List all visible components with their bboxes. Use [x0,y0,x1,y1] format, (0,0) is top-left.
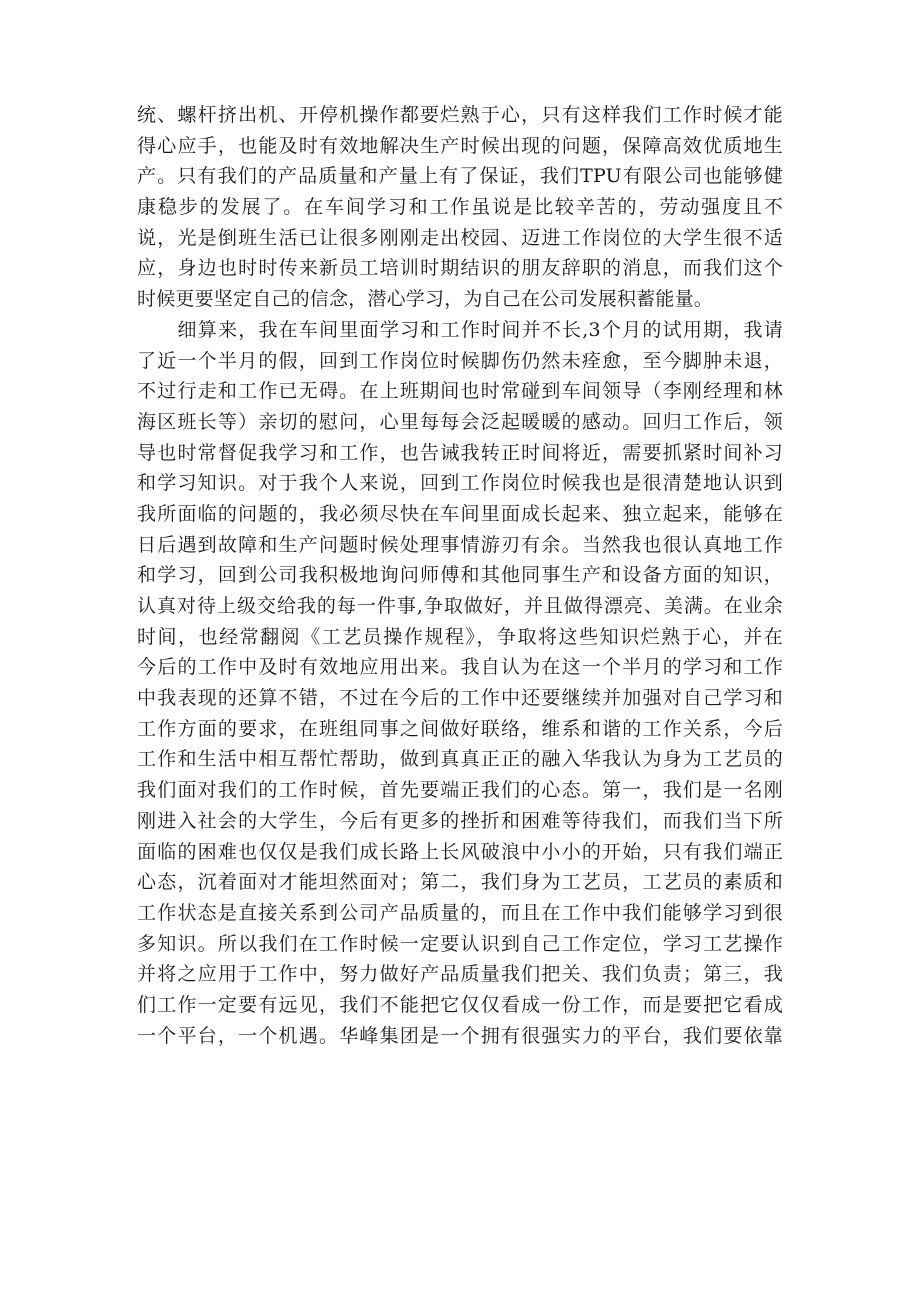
text-line: 康稳步的发展了。在车间学习和工作虽说是比较辛苦的，劳动强度且不 [137,196,783,219]
text-line: 工作方面的要求，在班组同事之间做好联络，维系和谐的工作关系，今后 [137,717,783,740]
text-line: 了近一个半月的假，回到工作岗位时候脚伤仍然未痊愈，至今脚肿未退， [137,349,783,372]
text-line: 我们面对我们的工作时候，首先要端正我们的心态。第一，我们是一名刚 [137,779,783,802]
text-line: 和学习知识。对于我个人来说，回到工作岗位时候我也是很清楚地认识到 [137,472,783,495]
text-line: 统、螺杆挤出机、开停机操作都要烂熟于心，只有这样我们工作时候才能 [137,104,783,126]
body-text [137,100,783,1051]
text-line: 中我表现的还算不错，不过在今后的工作中还要继续并加强对自己学习和 [137,687,783,710]
text-line: 日后遇到故障和生产问题时候处理事情游刃有余。当然我也很认真地工作 [137,533,783,556]
text-line: 今后的工作中及时有效地应用出来。我自认为在这一个半月的学习和工作 [137,656,783,679]
text-line: 多知识。所以我们在工作时候一定要认识到自己工作定位，学习工艺操作 [137,932,783,955]
text-line: 工作和生活中相互帮忙帮助，做到真真正正的融入华我认为身为工艺员的 [137,748,783,771]
text-line: 们工作一定要有远见，我们不能把它仅仅看成一份工作，而是要把它看成 [137,993,783,1016]
text-line: 刚进入社会的大学生，今后有更多的挫折和困难等待我们，而我们当下所 [137,809,783,832]
text-line: 面临的困难也仅仅是我们成长路上长风破浪中小小的开始，只有我们端正 [137,840,783,863]
text-line: 和学习，回到公司我积极地询问师傅和其他同事生产和设备方面的知识， [137,564,783,587]
text-line: 并将之应用于工作中，努力做好产品质量我们把关、我们负责；第三，我 [137,963,783,986]
text-line: 我所面临的问题的，我必须尽快在车间里面成长起来、独立起来，能够在 [137,502,783,525]
text-line: 心态，沉着面对才能坦然面对；第二，我们身为工艺员，工艺员的素质和 [137,871,783,894]
paragraph-end-line: 时候更要坚定自己的信念，潜心学习，为自己在公司发展积蓄能量。 [137,288,714,311]
text-line: 导也时常督促我学习和工作，也告诫我转正时间将近，需要抓紧时间补习 [137,441,783,464]
text-line: 应，身边也时时传来新员工培训时期结识的朋友辞职的消息，而我们这个 [137,257,783,280]
text-line: 不过行走和工作已无碍。在上班期间也时常碰到车间领导（李刚经理和林 [137,380,783,403]
text-line: 时间，也经常翻阅《工艺员操作规程》，争取将这些知识烂熟于心，并在 [137,625,783,648]
text-line: 产。只有我们的产品质量和产量上有了保证，我们TPU有限公司也能够健 [137,165,783,188]
text-line: 认真对待上级交给我的每一件事,争取做好，并且做得漂亮、美满。在业余 [137,595,783,617]
text-line: 工作状态是直接关系到公司产品质量的，而且在工作中我们能够学习到很 [137,901,783,924]
text-line: 得心应手，也能及时有效地解决生产时候出现的问题，保障高效优质地生 [137,134,783,157]
paragraph-first-line: 细算来，我在车间里面学习和工作时间并不长,3个月的试用期，我请 [137,318,783,341]
text-line: 海区班长等）亲切的慰问，心里每每会泛起暖暖的感动。回归工作后，领 [137,410,783,433]
text-line: 说，光是倒班生活已让很多刚刚走出校园、迈进工作岗位的大学生很不适 [137,226,783,249]
text-line: 一个平台，一个机遇。华峰集团是一个拥有很强实力的平台，我们要依靠 [137,1024,783,1047]
